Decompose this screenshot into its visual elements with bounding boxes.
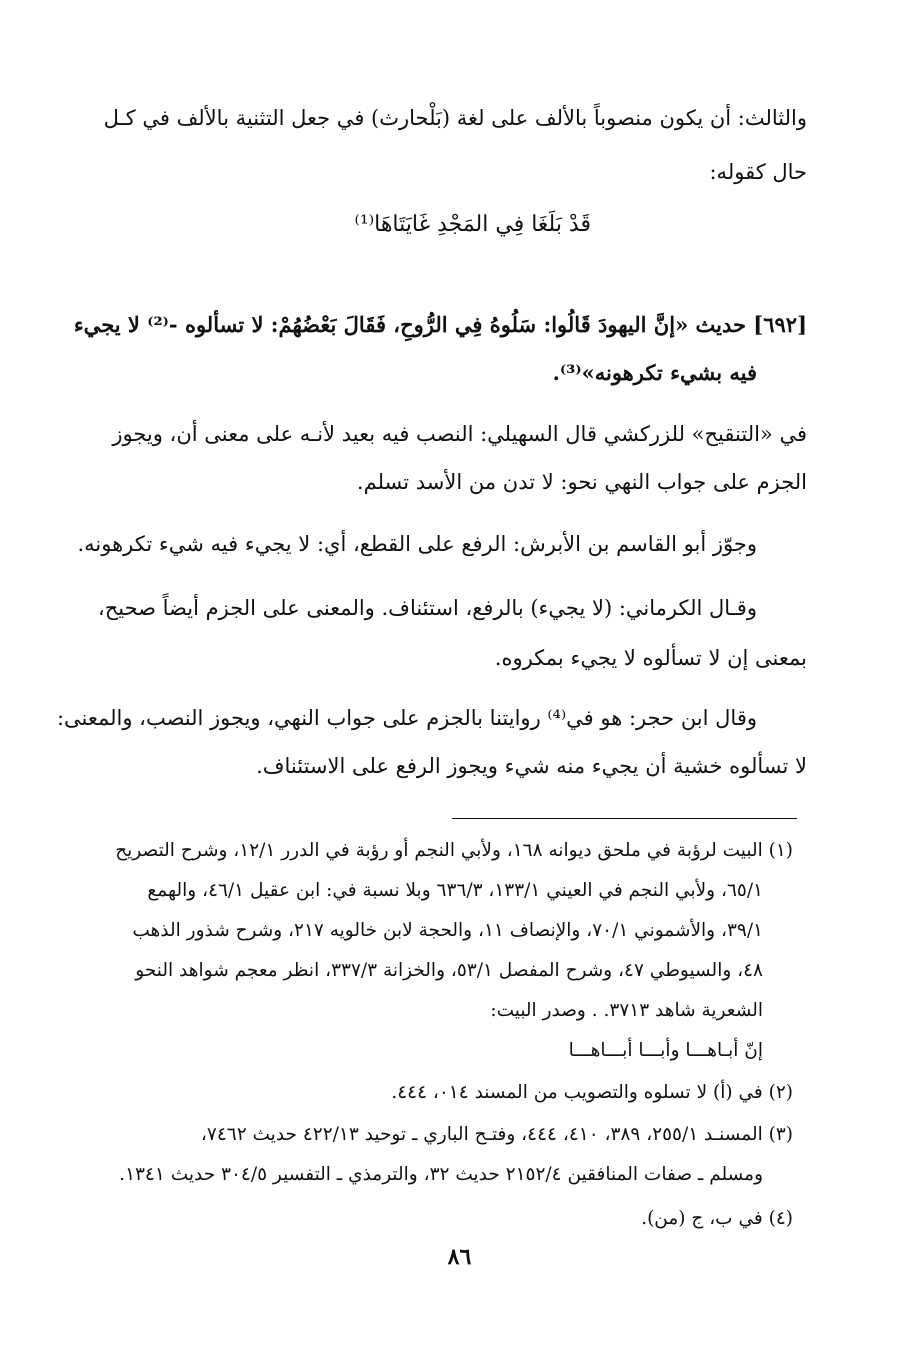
- footnote-line: ٤٨، والسيوطي ٤٧، وشرح المفصل ٥٣/١، والخزانة ٣٣٧/٣، انظر معجم شواهد النحو: [135, 960, 763, 981]
- paragraph-line: بمعنى إن لا تسألوه لا يجيء بمكروه.: [494, 646, 807, 670]
- page-number: ٨٦: [447, 1244, 472, 1270]
- hadith-line: فيه بشيء تكرهونه»⁽³⁾.: [552, 360, 757, 385]
- footnote-line: الشعرية شاهد ٣٧١٣. . وصدر البيت:: [490, 1000, 763, 1021]
- verse-line: قَدْ بَلَغَا فِي المَجْدِ غَايَتَاهَا⁽¹⁾: [354, 212, 591, 237]
- footnote-line: ٦٥/١، ولأبي النجم في العيني ١٣٣/١، ٦٣٦/٣ وبلا نسبة في: ابن عقيل ٤٦/١، والهمع: [147, 880, 763, 901]
- paragraph-line: والثالث: أن يكون منصوباً بالألف على لغة (بَلْحارث) في جعل التثنية بالألف في كـل: [103, 106, 807, 130]
- paragraph-line: وقـال الكرماني: (لا يجيء) بالرفع، استئناف. والمعنى على الجزم أيضاً صحيح،: [97, 596, 757, 620]
- paragraph-line: الجزم على جواب النهي نحو: لا تدن من الأسد تسلم.: [356, 470, 807, 494]
- footnote-line: ومسلم ـ صفات المنافقين ٢١٥٢/٤ حديث ٣٢، والترمذي ـ التفسير ٣٠٤/٥ حديث ١٣٤١.: [119, 1164, 763, 1185]
- paragraph-line: حال كقوله:: [709, 160, 807, 184]
- paragraph-line: وقال ابن حجر: هو في⁽⁴⁾ روايتنا بالجزم على جواب النهي، ويجوز النصب، والمعنى:: [56, 706, 757, 730]
- footnote-line: (٤) في ب، ج (من).: [641, 1208, 793, 1229]
- paragraph-line: لا تسألوه خشية أن يجيء منه شيء ويجوز الرفع على الاستئناف.: [256, 754, 807, 778]
- paragraph-line: في «التنقيح» للزركشي قال السهيلي: النصب فيه بعيد لأنـه على معنى أن، ويجوز: [112, 422, 807, 446]
- footnote-line: (٣) المسنـد ٢٥٥/١، ٣٨٩، ٤١٠، ٤٤٤، وفتـح الباري ـ توحيد ٤٢٢/١٣ حديث ٧٤٦٢،: [200, 1124, 793, 1145]
- paragraph-line: وجوّز أبو القاسم بن الأبرش: الرفع على القطع، أي: لا يجيء فيه شيء تكرهونه.: [77, 532, 757, 556]
- footnote-line: (٢) في (أ) لا تسلوه والتصويب من المسند ٠١٤، ٤٤٤.: [391, 1082, 793, 1103]
- verse-hemistich: إنّ أبـاهـــا وأبـــا أبـــاهـــا: [568, 1040, 763, 1061]
- footnote-line: ٣٩/١، والأشموني ٧٠/١، والإنصاف ١١، والحجة لابن خالويه ٢١٧، وشرح شذور الذهب: [132, 920, 763, 941]
- hadith-line: [٦٩٢] حديث «إنَّ اليهودَ قَالُوا: سَلُوهُ فِي الرُّوحِ، فَقَالَ بَعْضُهُمْ: لا تسألوه -⁽²⁾ لا يجيء: [73, 312, 807, 337]
- footnote-separator: [452, 818, 797, 819]
- footnote-line: (١) البيت لرؤبة في ملحق ديوانه ١٦٨، ولأبي النجم أو رؤبة في الدرر ١٢/١، وشرح التصريح: [115, 840, 793, 861]
